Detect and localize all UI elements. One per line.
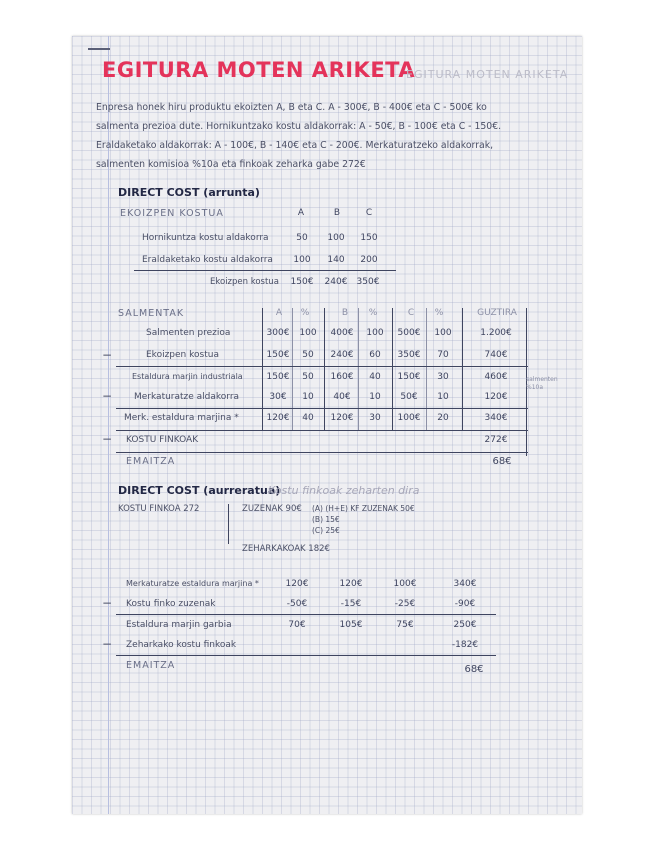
row-label: Ekoizpen kostua xyxy=(146,350,219,360)
minus-sign: − xyxy=(102,637,113,651)
row-label: Merk. estaldura marjina * xyxy=(124,413,239,423)
sum-line xyxy=(116,366,528,367)
cell-value: 120€ xyxy=(285,579,309,589)
table-rule xyxy=(392,308,393,430)
row-label: Ekoizpen kostua xyxy=(210,277,279,287)
table-rule xyxy=(462,308,463,430)
cell-value: 150 xyxy=(360,233,378,243)
col-header: B xyxy=(341,308,349,318)
row-label: Merkaturatze aldakorra xyxy=(134,392,240,402)
table-rule xyxy=(292,308,293,430)
minus-sign: − xyxy=(102,596,113,610)
cell-total: -182€ xyxy=(451,640,479,650)
cell-value: 30 xyxy=(369,413,381,423)
cell-total: 250€ xyxy=(453,620,477,630)
salmentak-heading: SALMENTAK xyxy=(118,308,185,319)
cell-total: 740€ xyxy=(484,350,508,360)
cell-value: 150€ xyxy=(290,277,314,287)
cell-value: 150€ xyxy=(397,372,421,382)
cell-value: 100€ xyxy=(393,579,417,589)
cell-value: 50 xyxy=(302,372,314,382)
cell-value: 350€ xyxy=(397,350,421,360)
col-header: A xyxy=(275,308,283,318)
intro-paragraph xyxy=(96,98,566,174)
divider-line xyxy=(228,504,229,544)
cell-value: 120€ xyxy=(330,413,354,423)
side-note: salmenten %10a xyxy=(526,376,558,391)
cell-value: -15€ xyxy=(340,599,362,609)
col-header: % xyxy=(434,308,444,318)
cell-value: 100€ xyxy=(397,413,421,423)
intro-line: salmenten komisioa %10a eta finkoak zeharka gabe 272€ xyxy=(96,159,366,170)
row-label: Kostu finko zuzenak xyxy=(126,599,216,609)
sum-line xyxy=(116,655,496,656)
sum-line xyxy=(116,452,528,453)
direct-cost-subheading: Kostu finkoak zeharten dira xyxy=(268,484,420,497)
sum-line xyxy=(116,614,496,615)
cell-value: 150€ xyxy=(266,350,290,360)
emaitza-value: 68€ xyxy=(464,664,484,675)
emaitza-value: 68€ xyxy=(492,456,512,467)
intro-line: salmenta prezioa dute. Hornikuntzako kostu aldakorrak: A - 50€, B - 100€ eta C - 150€. xyxy=(96,121,502,132)
page-title: EGITURA MOTEN ARIKETA xyxy=(102,58,416,82)
cell-value: 30€ xyxy=(269,392,287,402)
breakdown-line: (A) (H+E) KF ZUZENAK 50€ xyxy=(312,504,415,513)
intro-line: Eraldaketako aldakorrak: A - 100€, B - 140€ eta C - 200€. Merkaturatzeko aldakorrak, xyxy=(96,140,494,151)
zeharkakoak-label: ZEHARKAKOAK 182€ xyxy=(242,544,330,554)
notebook-page xyxy=(72,36,582,814)
col-header-a: A xyxy=(297,208,305,218)
cell-value: 300€ xyxy=(266,328,290,338)
direct-cost-advanced-heading: DIRECT COST (aurreratua) xyxy=(118,484,281,497)
emaitza-label: EMAITZA xyxy=(126,660,176,671)
cell-value: 30 xyxy=(437,372,449,382)
minus-sign: − xyxy=(102,432,113,446)
pen-mark xyxy=(88,48,110,50)
breakdown-line: (B) 15€ xyxy=(312,515,340,524)
cell-value: 20 xyxy=(437,413,449,423)
cell-value: 50€ xyxy=(400,392,418,402)
cell-value: 500€ xyxy=(397,328,421,338)
cell-value: 240€ xyxy=(330,350,354,360)
cell-total: -90€ xyxy=(454,599,476,609)
cell-value: 100 xyxy=(434,328,452,338)
row-label: Estaldura marjin garbia xyxy=(126,620,232,630)
cell-value: 10 xyxy=(437,392,449,402)
sum-line xyxy=(134,270,396,271)
minus-sign: − xyxy=(102,348,113,362)
table-rule xyxy=(324,308,325,430)
col-header: % xyxy=(300,308,310,318)
cell-value: -50€ xyxy=(286,599,308,609)
cell-value: 70€ xyxy=(288,620,306,630)
row-label: Merkaturatze estaldura marjina * xyxy=(126,579,259,588)
cell-value: 40€ xyxy=(333,392,351,402)
cell-value: 100 xyxy=(293,255,311,265)
cell-value: 140 xyxy=(327,255,345,265)
emaitza-label: EMAITZA xyxy=(126,456,176,467)
cell-value: 40 xyxy=(369,372,381,382)
cell-value: 150€ xyxy=(266,372,290,382)
cell-value: 60 xyxy=(369,350,381,360)
cell-total: 340€ xyxy=(484,413,508,423)
cell-total: 460€ xyxy=(484,372,508,382)
table-rule xyxy=(262,308,263,430)
cell-value: 100 xyxy=(299,328,317,338)
cell-total: 1.200€ xyxy=(480,328,512,338)
col-header: % xyxy=(368,308,378,318)
cell-value: 160€ xyxy=(330,372,354,382)
ekoizpen-kostua-label: EKOIZPEN KOSTUA xyxy=(120,208,224,219)
row-label: Zeharkako kostu finkoak xyxy=(126,640,237,650)
breakdown-line: (C) 25€ xyxy=(312,526,340,535)
cell-value: 105€ xyxy=(339,620,363,630)
cell-value: 70 xyxy=(437,350,449,360)
intro-line: Enpresa honek hiru produktu ekoizten A, B eta C. A - 300€, B - 400€ eta C - 500€ ko xyxy=(96,102,487,113)
table-rule xyxy=(426,308,427,430)
cell-value: 240€ xyxy=(324,277,348,287)
row-label: Eraldaketako kostu aldakorra xyxy=(142,255,273,265)
table-rule xyxy=(358,308,359,430)
row-label: Hornikuntza kostu aldakorra xyxy=(142,233,269,243)
cell-value: 100 xyxy=(327,233,345,243)
cell-value: 120€ xyxy=(339,579,363,589)
col-header-c: C xyxy=(365,208,373,218)
zuzenak-label: ZUZENAK 90€ xyxy=(242,504,302,514)
sum-line xyxy=(116,408,528,409)
row-label: Salmenten prezioa xyxy=(146,328,231,338)
cell-value: 50 xyxy=(302,350,314,360)
cell-total: 120€ xyxy=(484,392,508,402)
bleed-through-text: EGITURA MOTEN ARIKETA xyxy=(406,68,569,81)
cell-value: 10 xyxy=(369,392,381,402)
col-header-b: B xyxy=(333,208,341,218)
direct-cost-heading: DIRECT COST (arrunta) xyxy=(118,186,260,199)
cell-total: 272€ xyxy=(484,435,508,445)
cell-value: 200 xyxy=(360,255,378,265)
cell-value: 40 xyxy=(302,413,314,423)
sum-line xyxy=(116,430,528,431)
cell-value: -25€ xyxy=(394,599,416,609)
cell-value: 100 xyxy=(366,328,384,338)
minus-sign: − xyxy=(102,389,113,403)
cell-value: 400€ xyxy=(330,328,354,338)
cell-value: 75€ xyxy=(396,620,414,630)
row-label: Estaldura marjin industriala xyxy=(132,372,243,381)
col-header-total: GUZTIRA xyxy=(477,308,517,318)
cell-value: 350€ xyxy=(356,277,380,287)
cell-value: 10 xyxy=(302,392,314,402)
row-label: KOSTU FINKOAK xyxy=(126,435,199,445)
cell-value: 120€ xyxy=(266,413,290,423)
kostu-finkoa-label: KOSTU FINKOA 272 xyxy=(118,504,200,514)
cell-total: 340€ xyxy=(453,579,477,589)
cell-value: 50 xyxy=(296,233,308,243)
col-header: C xyxy=(407,308,415,318)
